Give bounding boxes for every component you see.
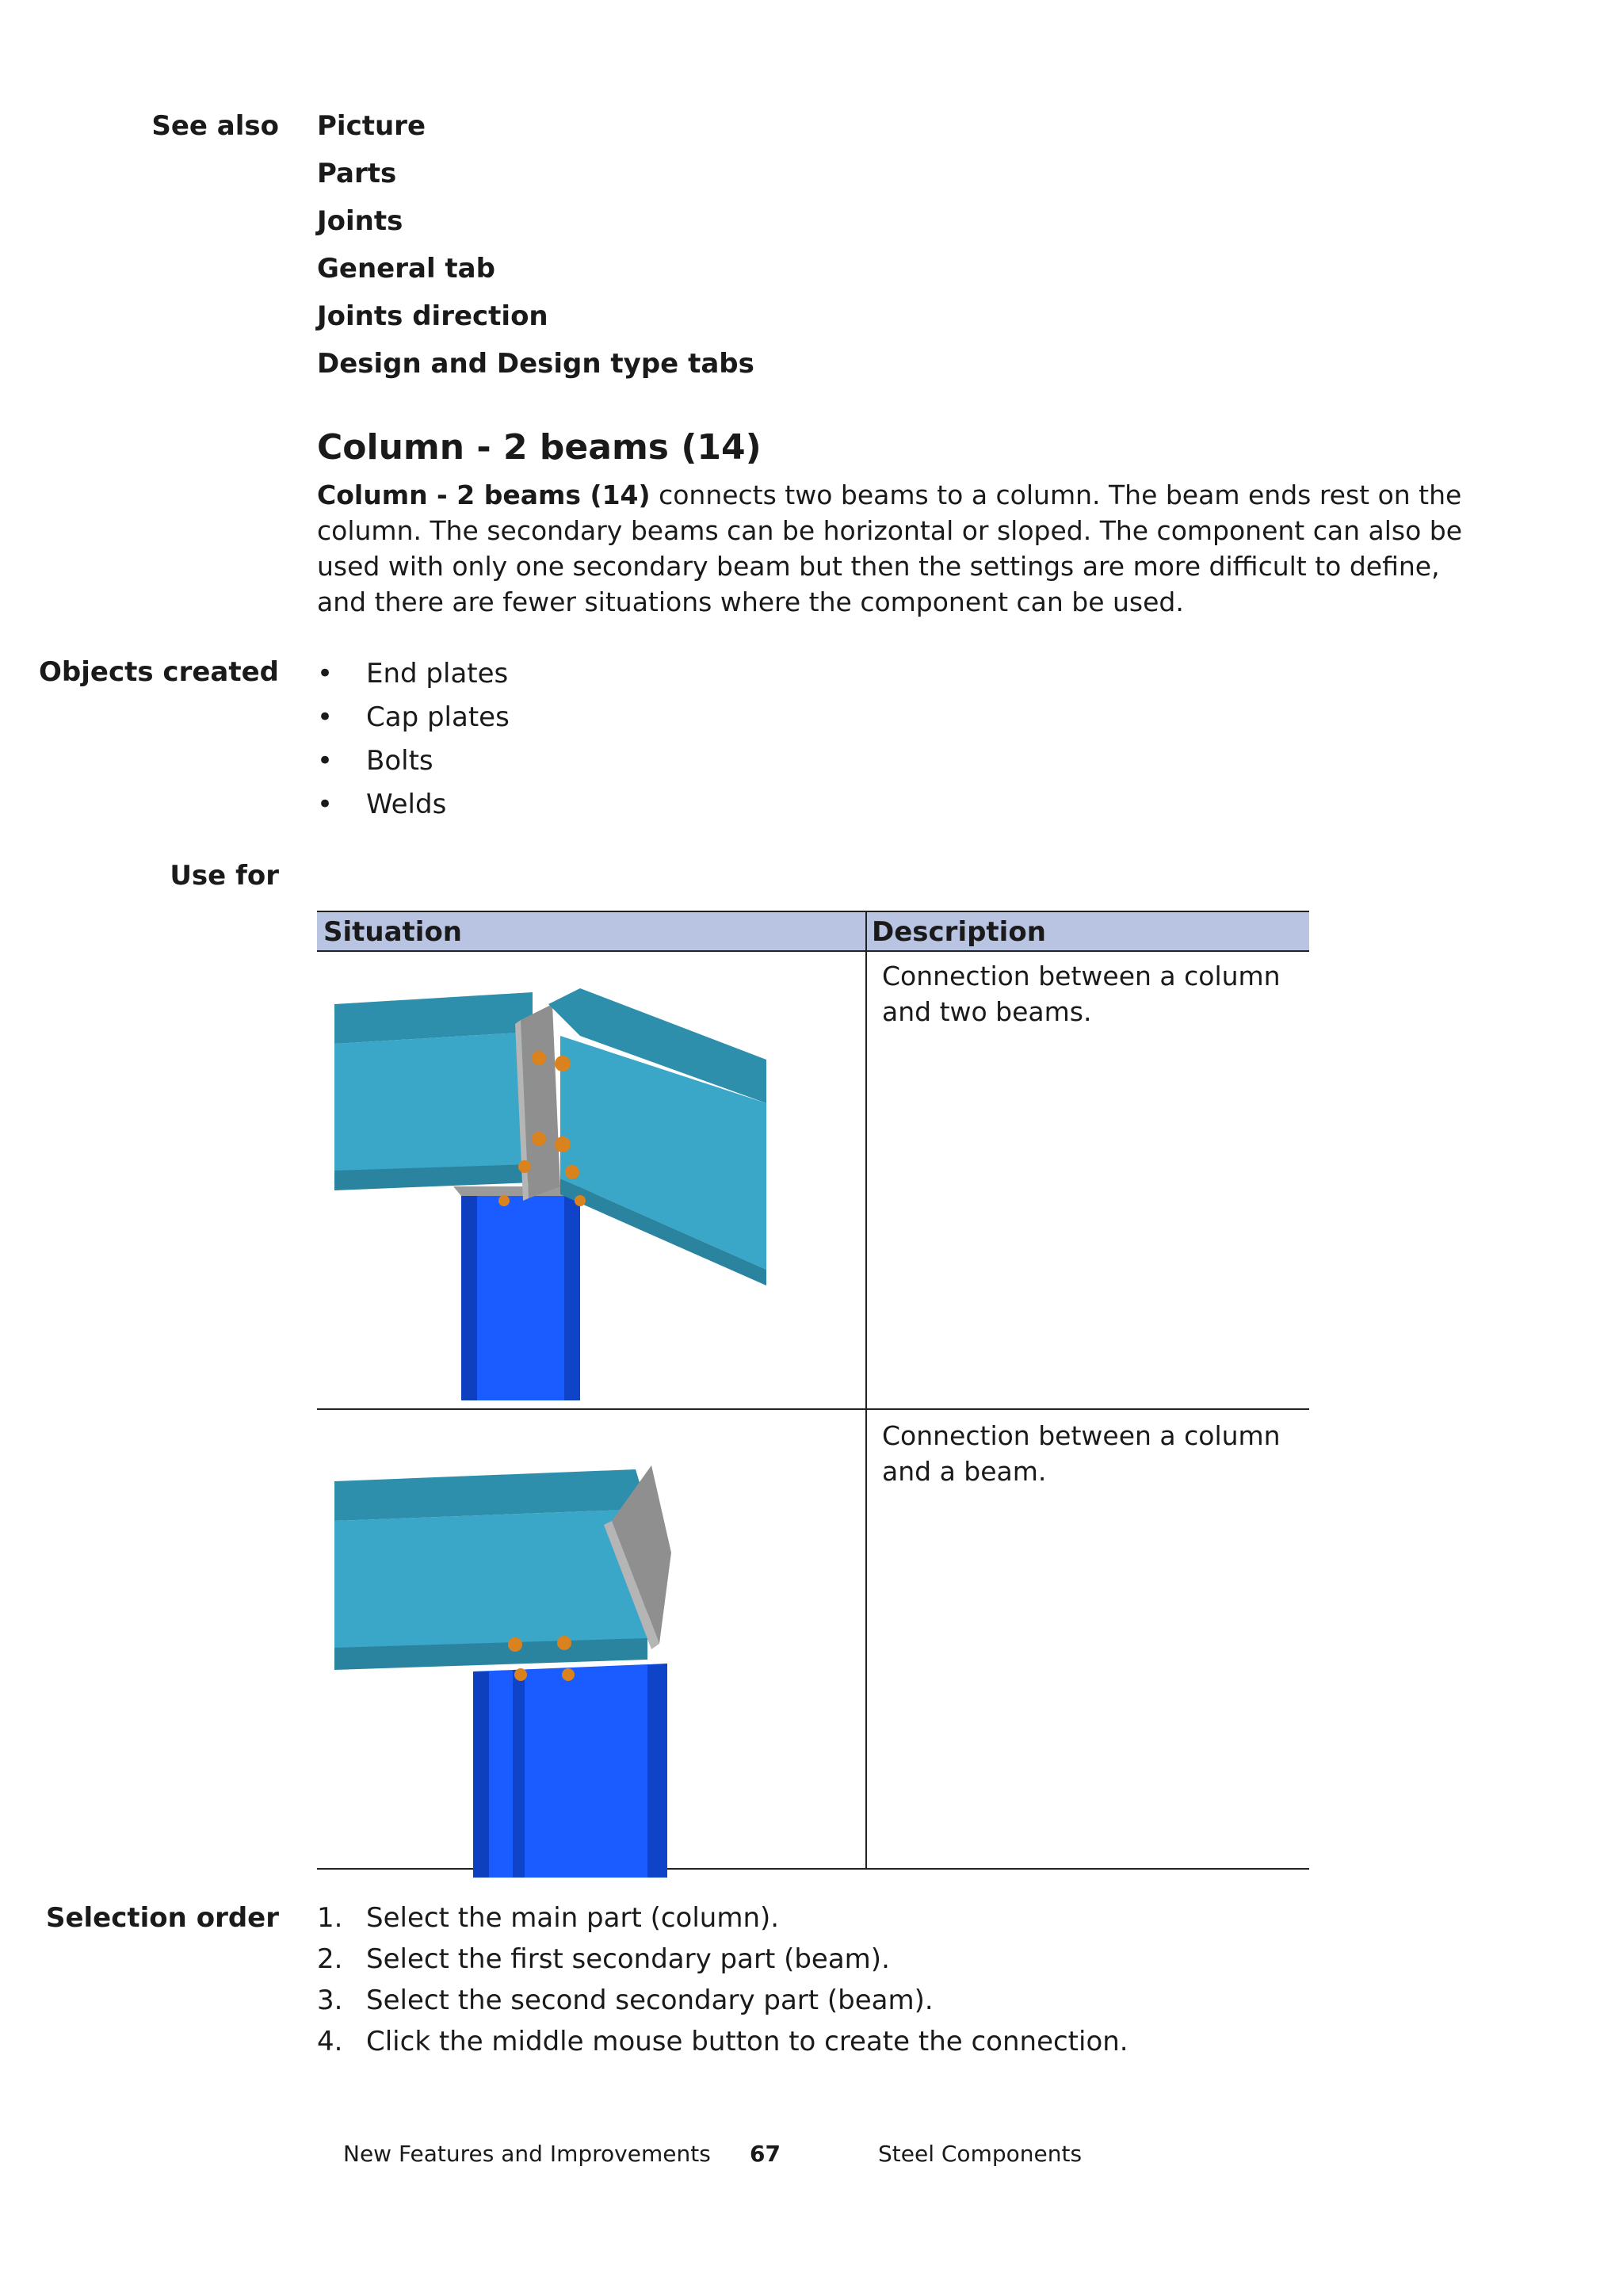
bolt-icon [518, 1160, 531, 1173]
column-divider [865, 911, 867, 1870]
bolt-icon [575, 1195, 586, 1206]
row-divider [317, 1408, 1309, 1410]
step-number: 1. [317, 1902, 343, 1934]
column-two-beams-figure [334, 988, 778, 1400]
bullet-icon: • [317, 745, 334, 777]
bolt-icon [555, 1137, 571, 1152]
step-number: 2. [317, 1943, 343, 1975]
see-also-link-joints-direction[interactable]: Joints direction [317, 300, 548, 332]
bolt-icon [532, 1132, 546, 1146]
footer-page-number: 67 [750, 2141, 781, 2167]
step-text: Select the second secondary part (beam). [366, 1985, 934, 2016]
bolt-icon [498, 1195, 510, 1206]
column-beam-figure [334, 1465, 778, 1878]
bolt-icon [514, 1668, 527, 1681]
bolt-icon [565, 1165, 579, 1179]
step-number: 4. [317, 2026, 343, 2057]
bullet-icon: • [317, 789, 334, 820]
column-flange-mid [513, 1670, 525, 1878]
see-also-label: See also [151, 110, 279, 142]
see-also-link-picture[interactable]: Picture [317, 110, 426, 142]
bolt-icon [555, 1056, 571, 1072]
intro-text: connects two beams to a column. The beam ends rest on the column. The secondary beams can be horizontal or sloped. The component can also be used with only one secondary beam but then the settings are more difficult to define, and there are fewer situations where the component can be used. [317, 479, 1463, 617]
see-also-link-joints[interactable]: Joints [317, 205, 403, 237]
left-beam-web [334, 1032, 533, 1186]
column-flange-right [647, 1664, 667, 1878]
section-heading: Column - 2 beams (14) [317, 427, 762, 468]
table-row-description: Connection between a column and a beam. [882, 1420, 1281, 1487]
see-also-link-general-tab[interactable]: General tab [317, 253, 495, 285]
list-item-text: Cap plates [366, 701, 510, 733]
see-also-link-parts[interactable]: Parts [317, 158, 397, 189]
bolt-icon [557, 1636, 571, 1650]
table-header [317, 911, 1309, 952]
column-flange-left [473, 1671, 489, 1878]
intro-bold-term: Column - 2 beams (14) [317, 479, 651, 510]
column-shape [461, 1194, 572, 1400]
bolt-icon [562, 1668, 575, 1681]
section-intro [317, 477, 1490, 620]
use-for-label: Use for [170, 860, 279, 892]
list-item-text: Welds [366, 789, 447, 820]
column-flange-left [461, 1194, 477, 1400]
column-flange-right [564, 1190, 580, 1400]
column-shape [473, 1664, 667, 1878]
bullet-icon: • [317, 658, 334, 690]
list-item-text: End plates [366, 658, 509, 690]
step-text: Select the main part (column). [366, 1902, 780, 1934]
bolt-icon [532, 1051, 546, 1065]
footer-left: New Features and Improvements [343, 2141, 711, 2167]
bolt-icon [508, 1637, 522, 1652]
header-situation: Situation [323, 916, 463, 948]
table-row-description: Connection between a column and two beams. [882, 961, 1281, 1027]
objects-created-label: Objects created [38, 656, 279, 688]
header-description: Description [872, 916, 1046, 948]
bullet-icon: • [317, 701, 334, 733]
step-number: 3. [317, 1985, 343, 2016]
step-text: Click the middle mouse button to create the connection. [366, 2026, 1128, 2057]
step-text: Select the first secondary part (beam). [366, 1943, 890, 1975]
footer-right: Steel Components [878, 2141, 1083, 2167]
selection-order-label: Selection order [45, 1902, 279, 1934]
list-item-text: Bolts [366, 745, 433, 777]
see-also-link-design-tabs[interactable]: Design and Design type tabs [317, 348, 754, 380]
